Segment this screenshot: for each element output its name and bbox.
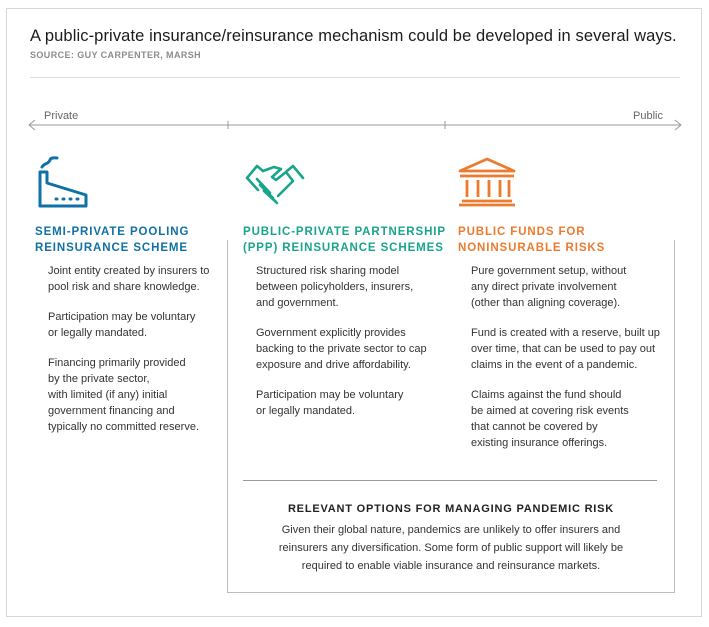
- options-description: Given their global nature, pandemics are unlikely to offer insurers and reinsurers any diversification. Some form of public support will likely be required to enable viable insurance and reinsurance markets.: [278, 524, 624, 572]
- column-title-line: NONINSURABLE RISKS: [458, 242, 606, 254]
- axis-label-public: Public: [633, 110, 663, 122]
- government-building-icon: [456, 157, 518, 212]
- column-paragraph: Structured risk sharing model between policyholders, insurers, and government.: [256, 265, 414, 309]
- axis-label-private: Private: [44, 110, 79, 122]
- column-paragraph: Fund is created with a reserve, built up over time, that can be used to pay out claims in the event of a pandemic.: [471, 327, 660, 371]
- options-divider: [243, 480, 657, 481]
- column-paragraph: Participation may be voluntary or legally mandated.: [256, 389, 404, 417]
- column-body-semi-private: [48, 263, 224, 449]
- source-note: SOURCE: GUY CARPENTER, MARSH: [30, 50, 202, 60]
- column-title-public-funds: [458, 224, 605, 256]
- column-title-line: REINSURANCE SCHEME: [35, 242, 188, 254]
- private-public-axis: [28, 116, 682, 136]
- column-body-public-funds: [471, 263, 671, 465]
- column-paragraph: Government explicitly provides backing to the private sector to cap exposure and drive affordability.: [256, 327, 427, 371]
- options-heading: RELEVANT OPTIONS FOR MANAGING PANDEMIC RISK: [287, 503, 615, 515]
- handshake-icon: [244, 157, 306, 214]
- column-title-line: PUBLIC FUNDS FOR: [458, 226, 586, 238]
- column-paragraph: Participation may be voluntary or legally mandated.: [48, 311, 196, 339]
- column-paragraph: Pure government setup, without any direct private involvement (other than aligning coverage).: [471, 265, 627, 309]
- figure-title: A public-private insurance/reinsurance mechanism could be developed in several ways.: [30, 27, 677, 45]
- column-title-line: PUBLIC-PRIVATE PARTNERSHIP: [243, 226, 446, 238]
- column-paragraph: Joint entity created by insurers to pool risk and share knowledge.: [48, 265, 210, 293]
- column-title-line: SEMI-PRIVATE POOLING: [35, 226, 190, 238]
- factory-icon: [34, 155, 90, 214]
- column-paragraph: Financing primarily provided by the private sector, with limited (if any) initial government financing and typically no committed reserve.: [48, 357, 199, 433]
- column-paragraph: Claims against the fund should be aimed at covering risk events that cannot be covered by existing insurance offerings.: [471, 389, 629, 449]
- column-title-ppp: [243, 224, 446, 256]
- column-body-ppp: [256, 263, 452, 433]
- column-title-line: (PPP) REINSURANCE SCHEMES: [243, 242, 444, 254]
- header-divider: [30, 77, 680, 78]
- column-title-semi-private: [35, 224, 189, 256]
